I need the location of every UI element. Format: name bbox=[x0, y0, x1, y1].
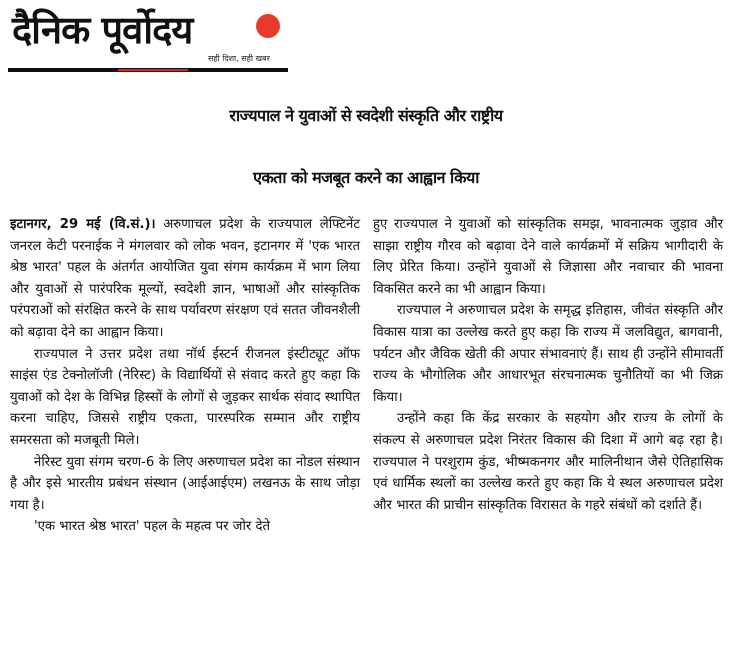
article-paragraph: 'एक भारत श्रेष्ठ भारत' पहल के महत्व पर जोर देते bbox=[34, 519, 270, 535]
article-column-right bbox=[373, 214, 723, 516]
article-paragraph: राज्यपाल ने अरुणाचल प्रदेश के समृद्ध इतिहास, जीवंत संस्कृति और विकास यात्रा का उल्लेख करते हुए कहा कि राज्य में जलविद्युत, बागवानी, पर्यटन और जैविक खेती की अपार संभावनाएं हैं। साथ ही उन्होंने सीमावर्ती राज्य के भौगोलिक और आधारभूत संरचनात्मक चुनौतियों का भी जिक्र किया। bbox=[373, 303, 723, 405]
article-paragraph bbox=[10, 214, 360, 344]
headline-line-1: राज्यपाल ने युवाओं से स्वदेशी संस्कृति और राष्ट्रीय bbox=[229, 106, 503, 125]
headline-line-2: एकता को मजबूत करने का आह्वान किया bbox=[253, 168, 479, 187]
article-headline bbox=[0, 88, 732, 206]
dateline: इटानगर, 29 मई (वि.सं.)। bbox=[10, 217, 156, 232]
masthead bbox=[8, 6, 298, 78]
article-column-left bbox=[10, 214, 360, 538]
masthead-rule-accent bbox=[118, 69, 188, 71]
article-paragraph: हुए राज्यपाल ने युवाओं को सांस्कृतिक समझ, भावनात्मक जुड़ाव और साझा राष्ट्रीय गौरव को बढ़ावा देने वाले कार्यक्रमों में सक्रिय भागीदारी के लिए प्रेरित किया। उन्होंने युवाओं से जिज्ञासा और नवाचार की भावना विकसित करने का भी आह्वान किया। bbox=[373, 217, 723, 297]
newspaper-title: दैनिक पूर्वोदय bbox=[12, 8, 193, 52]
newspaper-tagline: सही दिशा, सही खबर bbox=[208, 54, 270, 63]
article-paragraph: नेरिस्ट युवा संगम चरण-6 के लिए अरुणाचल प्रदेश का नोडल संस्थान है और इसे भारतीय प्रबंधन संस्थान (आईआईएम) लखनऊ के साथ जोड़ा गया है। bbox=[10, 454, 360, 513]
paragraph-text: अरुणाचल प्रदेश के राज्यपाल लेफ्टिनेंट जनरल केटी परनाईक ने मंगलवार को लोक भवन, इटानगर में 'एक भारत श्रेष्ठ भारत' पहल के अंतर्गत आयोजित युवा संगम कार्यक्रम में भाग लिया और युवाओं से पारंपरिक मूल्यों, स्वदेशी ज्ञान, भाषाओं और सांस्कृतिक परंपराओं को संरक्षित करने के साथ पर्यावरण संरक्षण एवं सतत जीवनशैली को बढ़ावा देने का आह्वान किया। bbox=[10, 217, 360, 340]
article-paragraph: राज्यपाल ने उत्तर प्रदेश तथा नॉर्थ ईस्टर्न रीजनल इंस्टीट्यूट ऑफ साइंस एंड टेक्नोलॉजी (नेरिस्ट) के विद्यार्थियों से संवाद करते हुए कहा कि युवाओं को देश के विभिन्न हिस्सों के लोगों से जुड़कर सार्थक संवाद स्थापित करना चाहिए, जिससे राष्ट्रीय एकता, पारस्परिक सम्मान और राष्ट्रीय समरसता को मजबूती मिले। bbox=[10, 346, 360, 448]
article-paragraph: उन्होंने कहा कि केंद्र सरकार के सहयोग और राज्य के लोगों के संकल्प से अरुणाचल प्रदेश निरंतर विकास की दिशा में आगे बढ़ रहा है। राज्यपाल ने परशुराम कुंड, भीष्मकनगर और मालिनीथान जैसे ऐतिहासिक एवं धार्मिक स्थलों का उल्लेख करते हुए कहा कि ये स्थल अरुणाचल प्रदेश और भारत की प्राचीन सांस्कृतिक विरासत के गहरे संबंधों को दर्शाते हैं। bbox=[373, 411, 723, 513]
sun-logo-icon bbox=[256, 14, 280, 38]
